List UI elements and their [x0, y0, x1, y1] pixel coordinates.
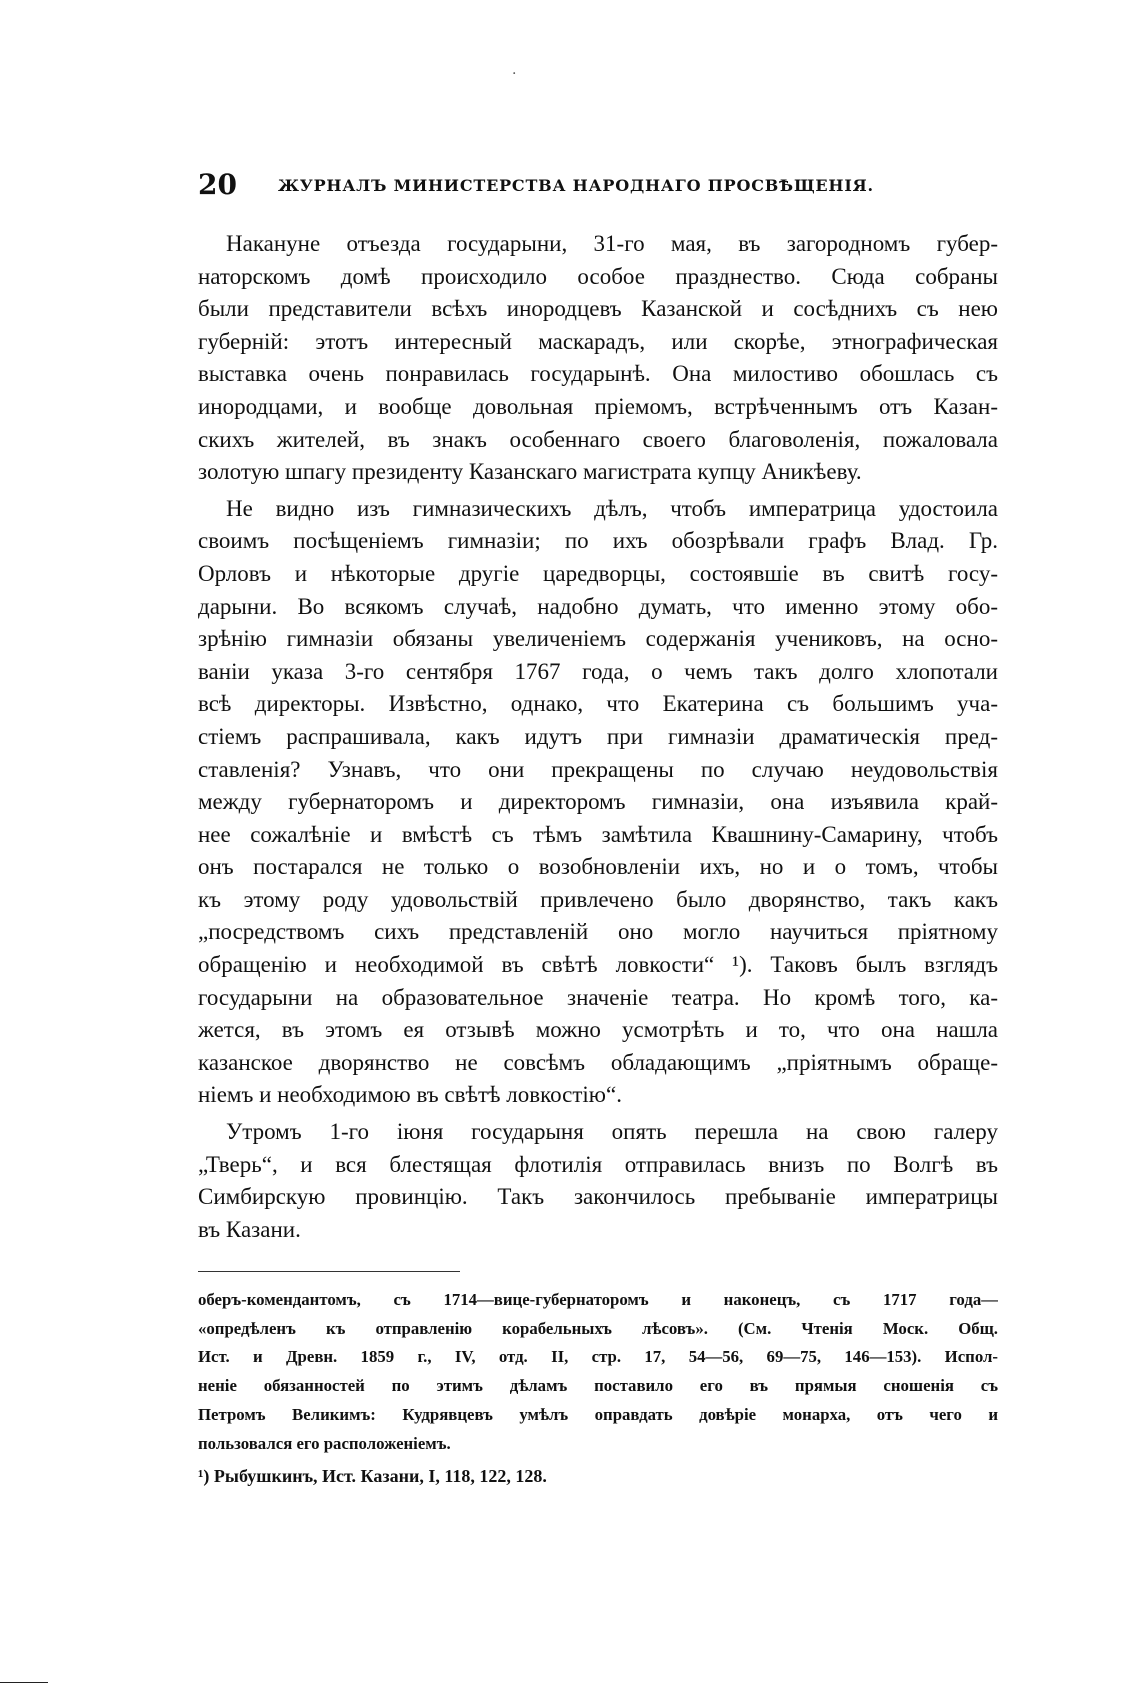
text-line: нее сожалѣніе и вмѣстѣ съ тѣмъ замѣтила Квашнину-Самарину, чтобъ [198, 821, 998, 847]
text-line: „Тверь“, и вся блестящая флотилія отправилась внизъ по Волгѣ въ [198, 1151, 998, 1177]
text-line: Орловъ и нѣкоторые другіе царедворцы, состоявшіе въ свитѣ госу- [198, 560, 998, 586]
text-line: всѣ директоры. Извѣстно, однако, что Екатерина съ большимъ уча- [198, 691, 998, 717]
text-line: Симбирскую провинцію. Такъ закончилось пребываніе императрицы [198, 1184, 998, 1210]
paragraph-2 [198, 493, 998, 1112]
page-header [198, 168, 998, 208]
footnotes [198, 1286, 998, 1491]
text-line: жется, въ этомъ ея отзывѣ можно усмотрѣть и то, что она нашла [198, 1017, 998, 1043]
text-line: ніемъ и необходимою въ свѣтѣ ловкостію“. [198, 1082, 622, 1108]
footnote-line: Ист. и Древн. 1859 г., IV, отд. II, стр. 17, 54—56, 69—75, 146—153). Испол- [198, 1347, 998, 1367]
text-line: къ этому роду удовольствій привлечено было дворянство, такъ какъ [198, 886, 998, 912]
text-line: Утромъ 1-го іюня государыня опять перешла на свою галеру [226, 1119, 998, 1145]
page-number: 20 [198, 168, 237, 201]
scan-speck: · [512, 66, 517, 82]
text-line: инородцами, и вообще довольная пріемомъ, встрѣченнымъ отъ Казан- [198, 393, 998, 419]
text-line: были представители всѣхъ инородцевъ Казанской и сосѣднихъ съ нею [198, 296, 998, 322]
text-line: казанское дворянство не совсѣмъ обладающимъ „пріятнымъ обраще- [198, 1049, 998, 1075]
text-line: губерній: этотъ интересный маскарадъ, или скорѣе, этнографическая [198, 328, 998, 354]
text-line: въ Казани. [198, 1216, 301, 1242]
text-line: Накануне отъезда государыни, 31-го мая, въ загородномъ губер- [226, 231, 998, 256]
text-line: ваніи указа 3-го сентября 1767 года, о чемъ такъ долго хлопотали [198, 658, 998, 684]
text-line: скихъ жителей, въ знакъ особеннаго своего благоволенія, пожаловала [198, 426, 998, 452]
paragraph-3 [198, 1116, 998, 1246]
text-line: онъ постарался не только о возобновленіи ихъ, но и о томъ, чтобы [198, 854, 998, 880]
text-line: своимъ посѣщеніемъ гимназіи; по ихъ обозрѣвали графъ Влад. Гр. [198, 528, 998, 554]
main-text [198, 228, 998, 1246]
text-line: между губернаторомъ и директоромъ гимназіи, она изъявила край- [198, 789, 998, 815]
text-line: выставка очень понравилась государынѣ. Она милостиво обошлась съ [198, 361, 998, 387]
footnote-line: «опредѣленъ къ отправленію корабельныхъ лѣсовъ». (См. Чтенія Моск. Общ. [198, 1318, 998, 1338]
text-line: Не видно изъ гимназическихъ дѣлъ, чтобъ императрица удостоила [226, 495, 998, 521]
scan-edge-mark [0, 1682, 48, 1683]
footnote-1: ¹) Рыбушкинъ, Ист. Казани, I, 118, 122, 128. [198, 1466, 547, 1487]
text-line: государыни на образовательное значеніе театра. Но кромѣ того, ка- [198, 984, 998, 1010]
paragraph-1 [198, 228, 998, 489]
footnote-line: оберъ-комендантомъ, съ 1714—вице-губернаторомъ и наконецъ, съ 1717 года— [198, 1290, 998, 1309]
footnote-line: неніе обязанностей по этимъ дѣламъ поставило его въ прямыя сношенія съ [198, 1376, 998, 1396]
footnote-rule [198, 1271, 460, 1272]
footnote-line: пользовался его расположеніемъ. [198, 1433, 451, 1453]
text-line: обращенію и необходимой въ свѣтѣ ловкости“ ¹). Таковъ былъ взглядъ [198, 952, 998, 978]
text-line: дарыни. Во всякомъ случаѣ, надобно думать, что именно этому обо- [198, 593, 998, 619]
text-line: „посредствомъ сихъ представленій оно могло научиться пріятному [198, 919, 998, 945]
text-line: золотую шпагу президенту Казанскаго магистрата купцу Аникѣеву. [198, 459, 862, 485]
text-line: наторскомъ домѣ происходило особое празднество. Сюда собраны [198, 263, 998, 289]
text-line: зрѣнію гимназіи обязаны увеличеніемъ содержанія учениковъ, на осно- [198, 626, 998, 652]
text-line: стіемъ распрашивала, какъ идутъ при гимназіи драматическія пред- [198, 723, 998, 749]
running-title: ЖУРНАЛЪ МИНИСТЕРСТВА НАРОДНАГО ПРОСВѢЩЕНІЯ. [278, 176, 874, 195]
text-line: ставленія? Узнавъ, что они прекращены по случаю неудовольствія [198, 756, 998, 782]
footnote-line: Петромъ Великимъ: Кудрявцевъ умѣлъ оправдать довѣріе монарха, отъ чего и [198, 1404, 998, 1424]
